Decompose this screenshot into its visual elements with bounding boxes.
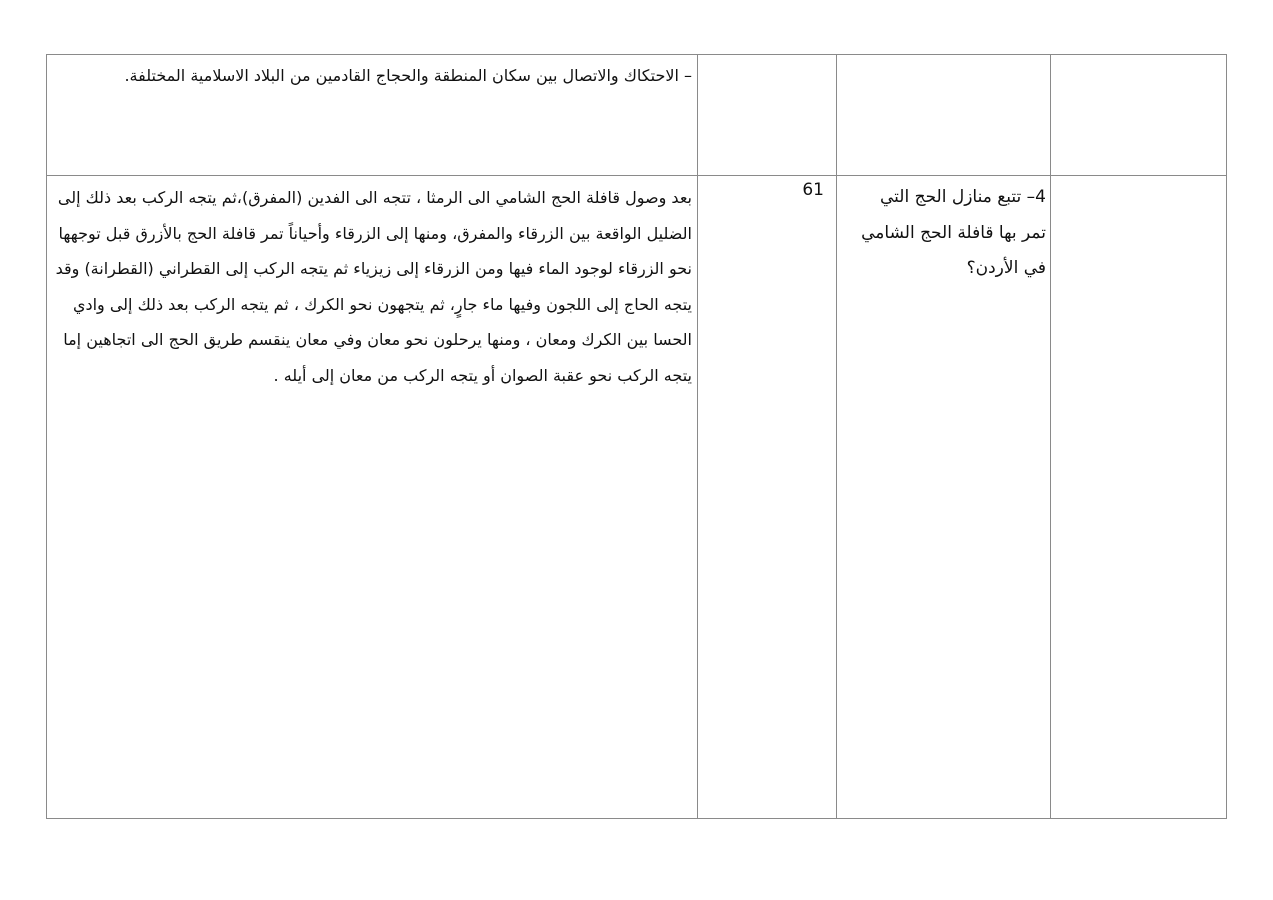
table-border-left: [46, 54, 47, 819]
page-number-cell: [746, 180, 824, 200]
column-divider: [697, 54, 698, 819]
answer-cell: [52, 180, 692, 393]
column-divider: [836, 54, 837, 819]
answer-cell: [52, 58, 692, 94]
document-table: [46, 54, 1227, 819]
answer-text: – الاحتكاك والاتصال بين سكان المنطقة والحجاج القادمين من البلاد الاسلامية المختلفة.: [124, 66, 692, 85]
page-number: 61: [802, 180, 824, 200]
column-divider: [1050, 54, 1051, 819]
question-cell: [852, 180, 1046, 287]
answer-text: بعد وصول قافلة الحج الشامي الى الرمثا ، تتجه الى الفدين (المفرق)،ثم يتجه الركب بعد ذلك إلى الضليل الواقعة بين الزرقاء والمفرق، ومنها إلى الزرقاء وأحياناً تمر قافلة الحج بالأزرق قبل توجهها نحو الزرقاء لوجود الماء فيها ومن الزرقاء إلى زيزياء ثم يتجه الركب إلى القطراني (القطرانة) وقد يتجه الحاج إلى اللجون وفيها ماء جارٍ، ثم يتجهون نحو الكرك ، ثم يتجه الركب بعد ذلك إلى وادي الحسا بين الكرك ومعان ، ومنها يرحلون نحو معان وفي معان ينقسم طريق الحج الى اتجاهين إما يتجه الركب نحو عقبة الصوان أو يتجه الركب من معان إلى أيله .: [55, 188, 692, 385]
question-text: 4– تتبع منازل الحج التي تمر بها قافلة الحج الشامي في الأردن؟: [861, 187, 1046, 278]
table-border-right: [1226, 54, 1227, 819]
